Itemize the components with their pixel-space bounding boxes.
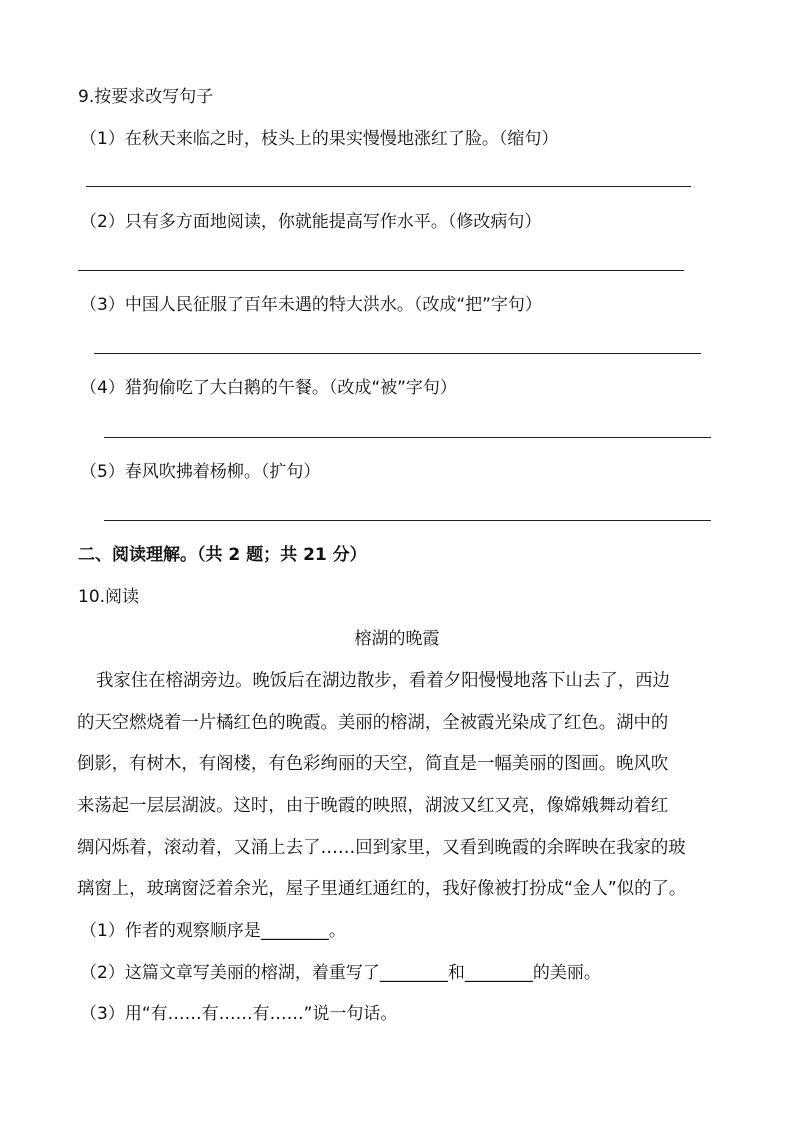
q10-heading: 10.阅读 xyxy=(78,587,140,607)
q10-sub-question-3: （3）用“有……有……有……”说一句话。 xyxy=(80,1004,398,1024)
q9-item-3: （3）中国人民征服了百年未遇的特大洪水。（改成“把”字句） xyxy=(80,295,542,315)
paragraph-line-5: 绸闪烁着，滚动着，又涌上去了……回到家里，又看到晚霞的余晖映在我家的玻 xyxy=(77,838,686,858)
paragraph-line-4: 来荡起一层层湖波。这时，由于晚霞的映照，湖波又红又亮，像嫦娥舞动着红 xyxy=(77,796,669,816)
answer-line-1[interactable] xyxy=(86,186,691,187)
q9-item-1: （1）在秋天来临之时，枝头上的果实慢慢地涨红了脸。（缩句） xyxy=(80,129,559,149)
paragraph-line-1: 我家住在榕湖旁边。晚饭后在湖边散步，看着夕阳慢慢地落下山去了，西边 xyxy=(96,671,670,691)
q9-item-4: （4）猎狗偷吃了大白鹅的午餐。（改成“被”字句） xyxy=(80,378,457,398)
answer-line-5[interactable] xyxy=(104,520,711,521)
article-title: 榕湖的晚霞 xyxy=(354,629,440,649)
q9-heading: 9.按要求改写句子 xyxy=(78,87,214,107)
q10-sub-question-2: （2）这篇文章写美丽的榕湖，着重写了________和________的美丽。 xyxy=(80,963,601,983)
paragraph-line-6: 璃窗上，玻璃窗泛着余光，屋子里通红通红的，我好像被打扮成“金人”似的了。 xyxy=(77,879,687,899)
q10-sub-question-1: （1）作者的观察顺序是________。 xyxy=(80,921,346,941)
section2-heading: 二、阅读理解。（共 2 题；共 21 分） xyxy=(78,545,367,565)
q9-item-2: （2）只有多方面地阅读，你就能提高写作水平。（修改病句） xyxy=(80,212,542,232)
answer-line-2[interactable] xyxy=(78,270,684,271)
paragraph-line-2: 的天空燃烧着一片橘红色的晚霞。美丽的榕湖，全被霞光染成了红色。湖中的 xyxy=(77,713,669,733)
q9-item-5: （5）春风吹拂着杨柳。（扩句） xyxy=(80,462,321,482)
answer-line-4[interactable] xyxy=(104,437,711,438)
paragraph-line-3: 倒影，有树木，有阁楼，有色彩绚丽的天空，简直是一幅美丽的图画。晚风吹 xyxy=(77,754,669,774)
answer-line-3[interactable] xyxy=(94,353,701,354)
